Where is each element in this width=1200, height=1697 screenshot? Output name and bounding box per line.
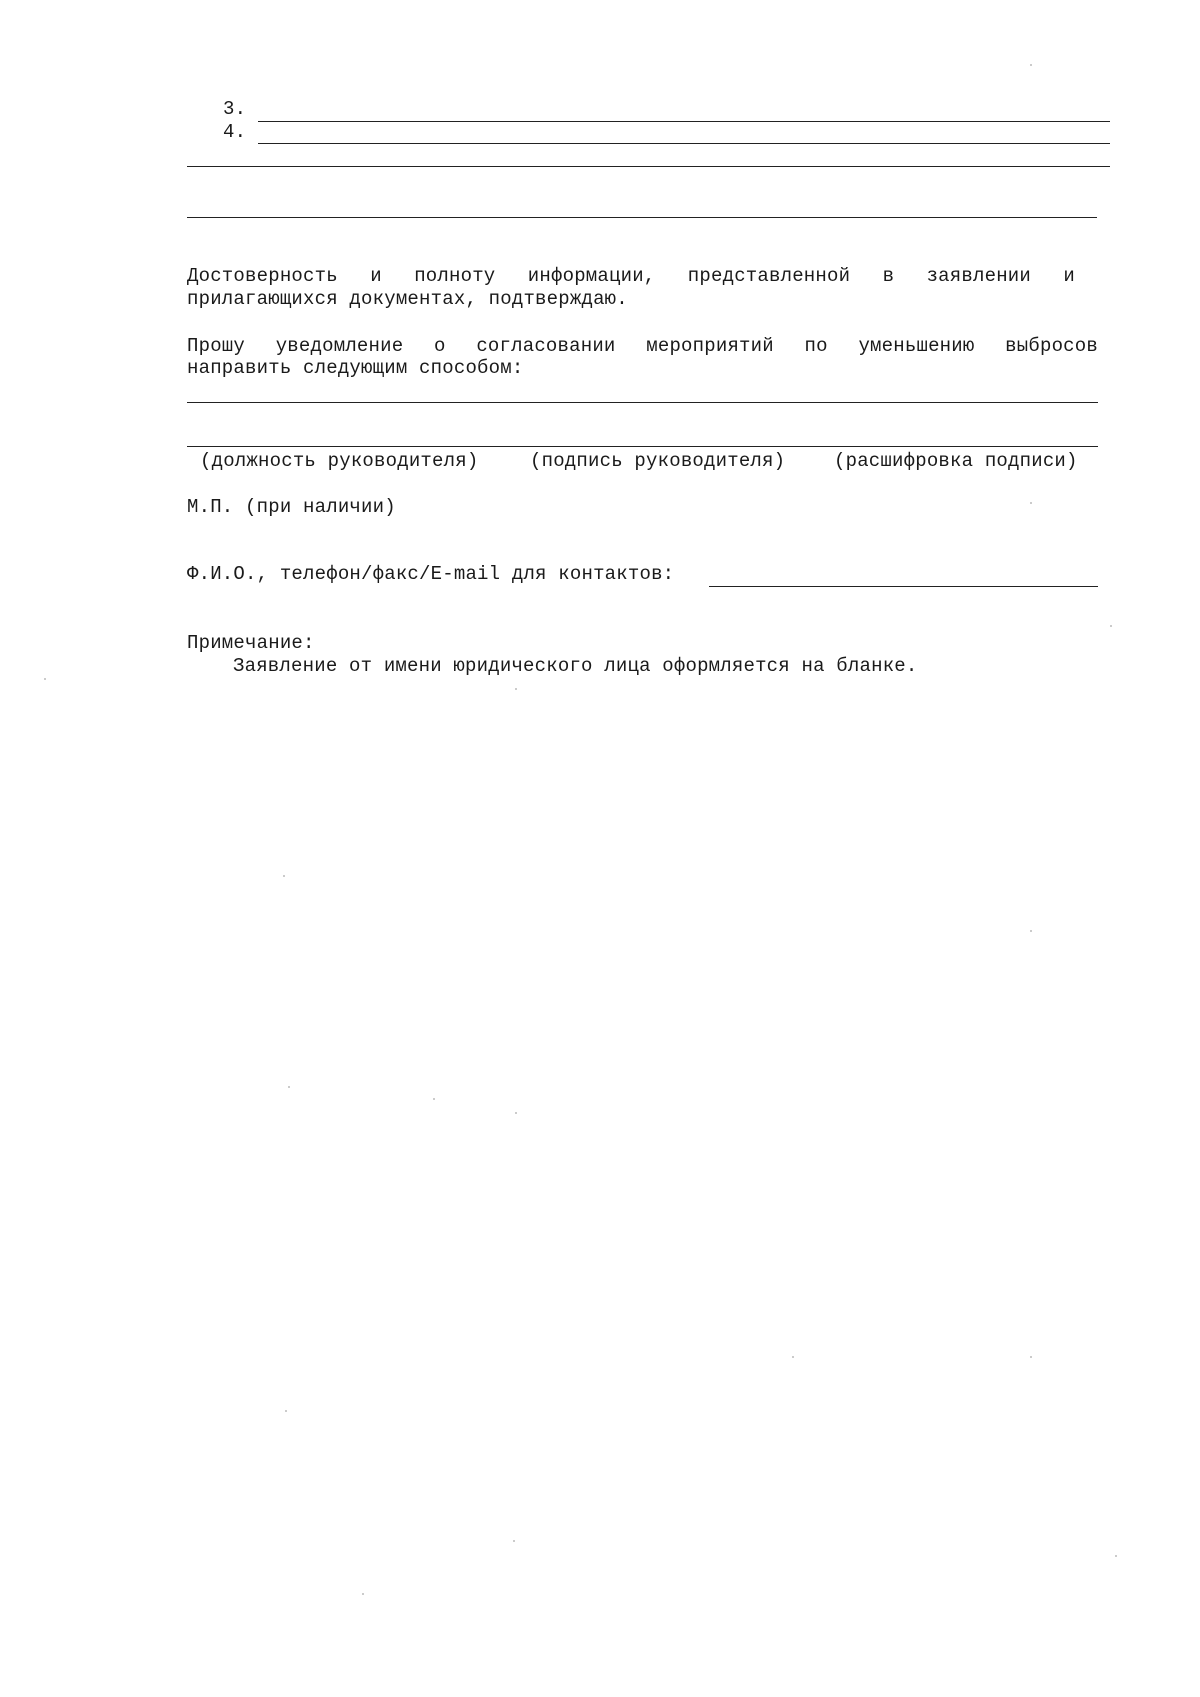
request-line-2: направить следующим способом: [187,357,524,379]
position-caption: (должность руководителя) [200,450,479,472]
request-word: по [804,335,828,357]
note-heading: Примечание: [187,632,315,654]
scan-speck [515,688,517,690]
list-item-3-number: 3. [223,98,247,120]
delivery-method-line[interactable] [187,402,1098,403]
scan-speck [362,1593,364,1595]
request-line-1 [187,335,1098,357]
request-word: о [434,335,446,357]
scan-speck [433,1098,435,1100]
scan-speck [1030,930,1032,932]
scan-speck [1115,1555,1117,1557]
confirmation-word: представленной [687,265,851,287]
stamp-label: М.П. (при наличии) [187,496,396,518]
scan-speck [515,1112,517,1114]
contact-label: Ф.И.О., телефон/факс/E-mail для контактов: [187,563,675,585]
confirmation-word: и [1063,265,1075,287]
scan-speck [792,1356,794,1358]
request-word: мероприятий [646,335,774,357]
confirmation-word: Достоверность [187,265,338,287]
blank-line[interactable] [187,217,1097,218]
scan-speck [288,1086,290,1088]
request-word: выбросов [1005,335,1098,357]
scan-speck [283,875,285,877]
confirmation-word: и [370,265,382,287]
scan-speck [44,678,46,680]
scan-speck [1110,625,1112,627]
confirmation-word: полноту [414,265,496,287]
request-word: уменьшению [858,335,975,357]
blank-line[interactable] [187,166,1110,167]
scan-speck [285,1410,287,1412]
scan-speck [1030,64,1032,66]
confirmation-line-2: прилагающихся документах, подтверждаю. [187,288,628,310]
confirmation-line-1 [187,265,1075,287]
decoding-caption: (расшифровка подписи) [834,450,1078,472]
confirmation-word: заявлении [926,265,1031,287]
request-word: уведомление [275,335,404,357]
contact-field-line[interactable] [709,586,1098,587]
request-word: Прошу [187,335,246,357]
note-text: Заявление от имени юридического лица оформляется на бланке. [233,655,918,677]
signature-line[interactable] [187,446,1098,447]
request-word: согласовании [476,335,616,357]
signature-caption: (подпись руководителя) [530,450,786,472]
list-item-3-blank-line[interactable] [258,121,1110,122]
scan-speck [513,1540,515,1542]
list-item-4-number: 4. [223,121,247,143]
scan-speck [1030,502,1032,504]
confirmation-word: информации, [527,265,656,287]
list-item-4-blank-line[interactable] [258,143,1110,144]
scan-speck [1030,1356,1032,1358]
confirmation-word: в [882,265,895,287]
